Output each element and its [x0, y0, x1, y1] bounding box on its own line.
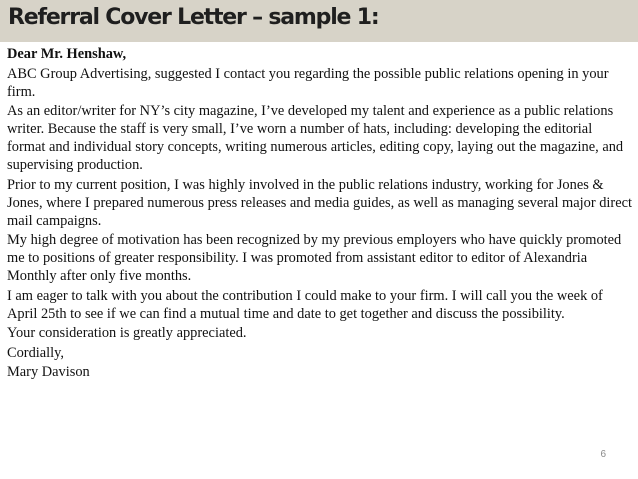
- letter-paragraph-motivation: My high degree of motivation has been recognized by my previous employers who have quickly promoted me to positions of greater responsibility. I was promoted from assistant editor to editor of Alexandria Monthly after only five months.: [7, 232, 622, 284]
- letter-signature: Mary Davison: [7, 364, 90, 380]
- letter-paragraph-prior-position: Prior to my current position, I was highly involved in the public relations industry, working for Jones & Jones, where I prepared numerous press releases and media guides, as well as managing several major direct mail campaigns.: [7, 176, 632, 229]
- letter-salutation: Dear Mr. Henshaw,: [7, 46, 127, 62]
- letter-paragraph-thanks: Your consideration is greatly appreciated.: [7, 325, 247, 341]
- slide-title: Referral Cover Letter – sample 1:: [8, 5, 379, 30]
- letter-paragraph-experience: As an editor/writer for NY’s city magazine, I’ve developed my talent and experience as a public relations writer. Because the staff is very small, I’ve worn a number of hats, including: developing the editorial format and individual story concepts, writing numerous articles, editing copy, laying out the magazine, and supervising production.: [7, 103, 624, 173]
- page-number: 6: [600, 449, 606, 460]
- letter-paragraph-intro: ABC Group Advertising, suggested I contact you regarding the possible public relations opening in your firm.: [7, 65, 609, 100]
- title-bar: [0, 0, 638, 42]
- letter-paragraph-follow-up: I am eager to talk with you about the contribution I could make to your firm. I will call you the week of April 25th to see if we can find a mutual time and date to get together and discuss the possibility.: [7, 287, 603, 322]
- letter-body: [7, 45, 633, 383]
- letter-closing: Cordially,: [7, 344, 65, 361]
